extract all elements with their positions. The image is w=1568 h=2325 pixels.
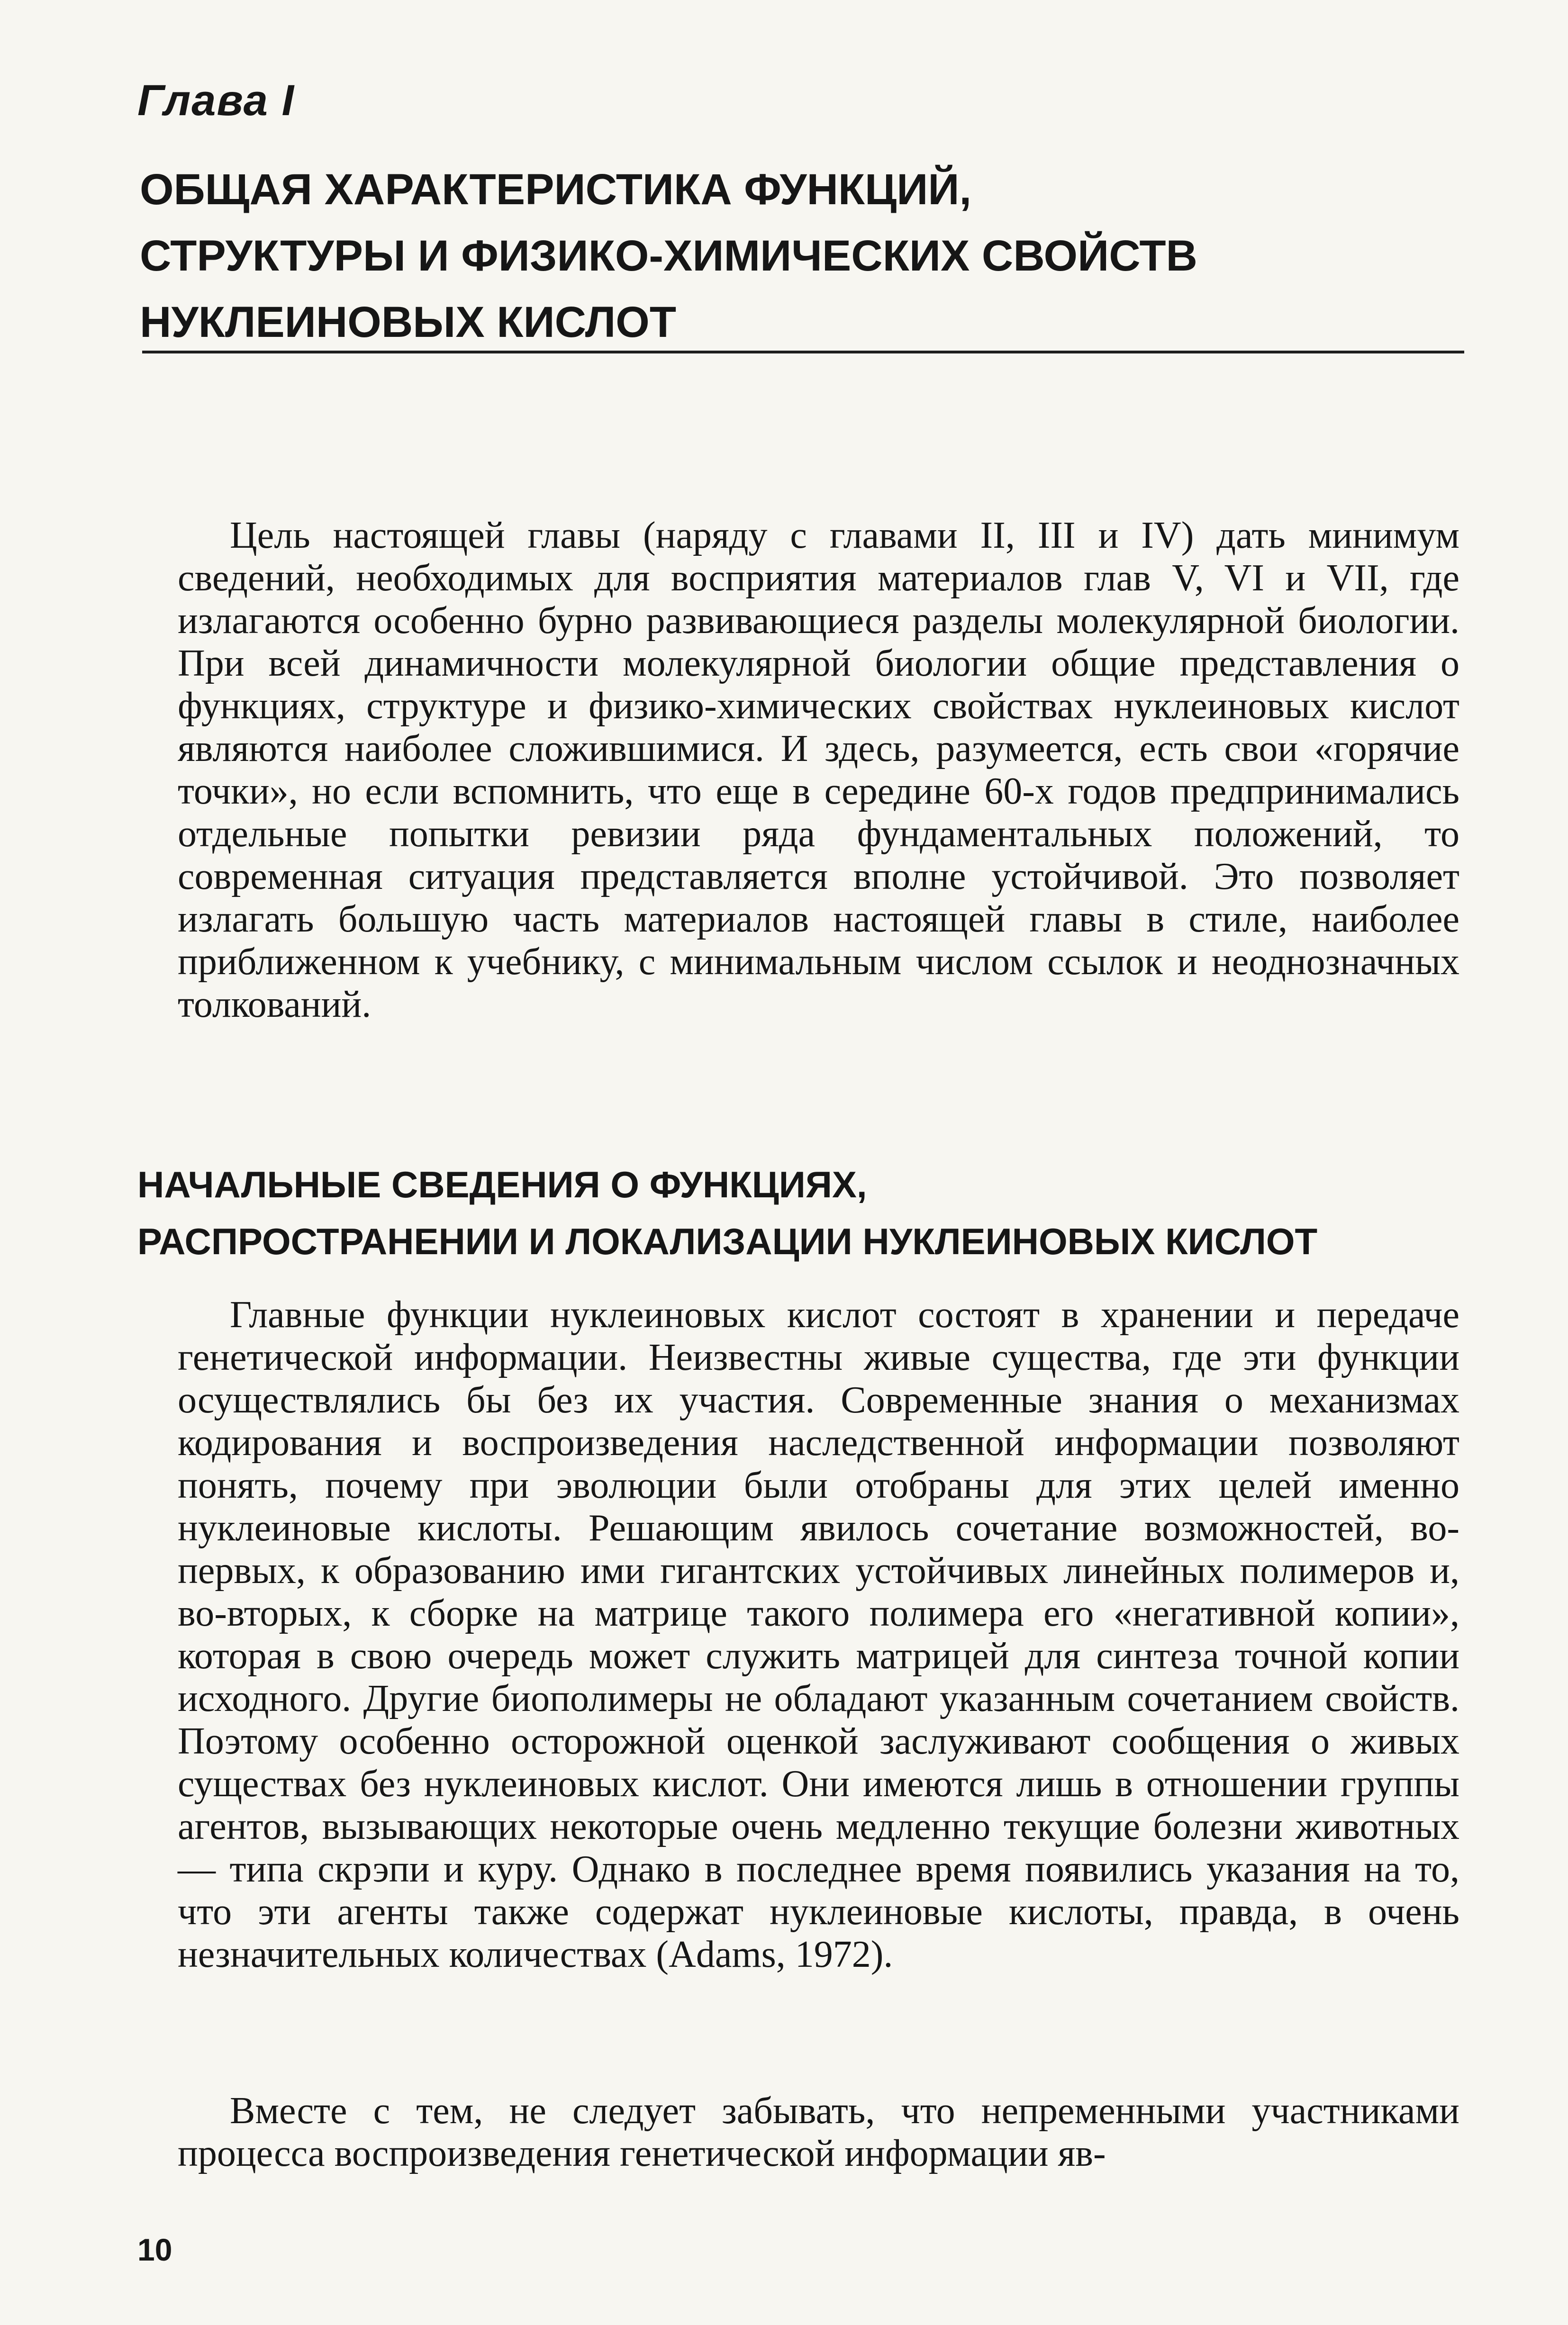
- chapter-title-line: ОБЩАЯ ХАРАКТЕРИСТИКА ФУНКЦИЙ,: [140, 165, 972, 214]
- chapter-title-line: СТРУКТУРЫ И ФИЗИКО-ХИМИЧЕСКИХ СВОЙСТВ: [140, 232, 1197, 280]
- intro-paragraph: Цель настоящей главы (наряду с главами II, III и IV) дать минимум сведений, необходимых для восприятия материалов глав V, VI и VII, где излагаются особенно бурно развивающиеся разделы молекулярной биологии. При всей динамичности молекулярной биологии общие представления о функциях, структуре и физико-химических свойствах нуклеиновых кислот являются наиболее сложившимися. И здесь, разумеется, есть свои «горячие точки», но если вспомнить, что еще в середине 60-х годов предпринимались отдельные попытки ревизии ряда фундаментальных положений, то современная ситуация представляется вполне устойчивой. Это позволяет излагать большую часть материалов настоящей главы в стиле, наиболее приближенном к учебнику, с минимальным числом ссылок и неоднозначных толкований.: [178, 515, 1459, 1025]
- chapter-title-line: НУКЛЕИНОВЫХ КИСЛОТ: [140, 298, 677, 346]
- page-number: 10: [137, 2232, 172, 2267]
- section-title-line: НАЧАЛЬНЫЕ СВЕДЕНИЯ О ФУНКЦИЯХ,: [137, 1164, 867, 1205]
- section-title: [137, 1156, 1464, 1270]
- section-title-line: РАСПРОСТРАНЕНИИ И ЛОКАЛИЗАЦИИ НУКЛЕИНОВЫХ КИСЛОТ: [137, 1221, 1318, 1262]
- body-paragraph: Главные функции нуклеиновых кислот состоят в хранении и передаче генетической информации. Неизвестны живые существа, где эти функции осуществлялись бы без их участия. Современные знания о механизмах кодирования и воспроизведения наследственной информации позволяют понять, почему при эволюции были отобраны для этих целей именно нуклеиновые кислоты. Решающим явилось сочетание возможностей, во-первых, к образованию ими гигантских устойчивых линейных полимеров и, во-вторых, к сборке на матрице такого полимера его «негативной копии», которая в свою очередь может служить матрицей для синтеза точной копии исходного. Другие биополимеры не обладают указанным сочетанием свойств. Поэтому особенно осторожной оценкой заслуживают сообщения о живых существах без нуклеиновых кислот. Они имеются лишь в отношении группы агентов, вызывающих некоторые очень медленно текущие болезни животных — типа скрэпи и куру. Однако в последнее время появились указания на то, что эти агенты также содержат нуклеиновые кислоты, правда, в очень незначительных количествах (Adams, 1972).: [178, 1294, 1459, 1975]
- body-paragraph: Вместе с тем, не следует забывать, что непременными участниками процесса воспроизведения генетической информации яв-: [178, 2090, 1459, 2174]
- chapter-label: Глава I: [137, 76, 295, 125]
- chapter-title: [140, 156, 1467, 355]
- title-divider: [142, 351, 1464, 353]
